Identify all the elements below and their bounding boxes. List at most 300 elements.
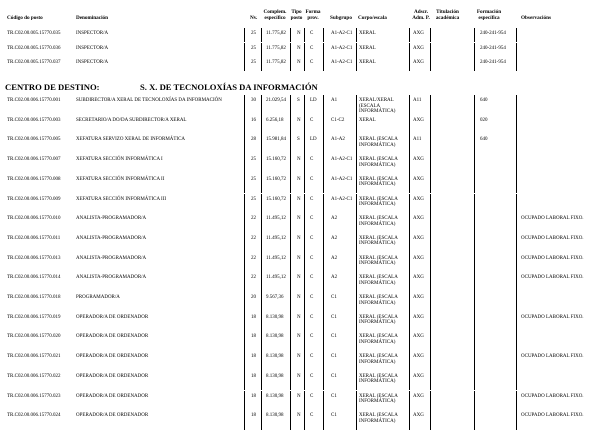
column-divider xyxy=(409,391,410,411)
cell-adscr: A11 xyxy=(413,98,422,103)
cell-codigo: TR.C02.00.005.15770.035 xyxy=(7,31,61,36)
column-divider xyxy=(323,115,324,135)
column-divider xyxy=(516,391,517,411)
cell-nivel: 18 xyxy=(251,413,256,419)
cell-denominacion: INSPECTOR/A xyxy=(76,31,109,36)
cell-denominacion: OPERADOR/A DE ORDENADOR xyxy=(76,354,149,360)
cell-tipo: N xyxy=(297,60,301,65)
column-divider xyxy=(516,174,517,194)
column-divider xyxy=(290,115,291,135)
cell-corpo: XERAL (ESCALA INFORMÁTICA) xyxy=(359,216,398,227)
cell-formacion: 240-241-954 xyxy=(480,60,506,65)
column-divider xyxy=(304,292,305,312)
cell-forma: C xyxy=(310,413,314,419)
cell-denominacion: XEFATURA SECCIÓN INFORMÁTICA II xyxy=(76,176,165,182)
column-divider xyxy=(474,43,475,57)
cell-subgrupo: C1-C2 xyxy=(331,117,345,123)
column-divider xyxy=(516,410,517,430)
column-divider xyxy=(261,28,262,42)
column-divider xyxy=(430,253,431,273)
column-divider xyxy=(356,213,357,233)
column-divider xyxy=(290,292,291,312)
cell-codigo: TR.C02.00.006.15770.019 xyxy=(7,314,61,320)
column-divider xyxy=(290,233,291,253)
cell-tipo: N xyxy=(297,255,301,261)
cell-tipo: N xyxy=(297,413,301,419)
column-divider xyxy=(290,57,291,71)
column-divider xyxy=(261,43,262,57)
cell-nivel: 25 xyxy=(251,45,256,51)
cell-adscr: AXG xyxy=(413,216,424,222)
column-divider xyxy=(323,312,324,332)
cell-complemento: 15.160,72 xyxy=(266,176,286,182)
column-divider xyxy=(304,28,305,42)
table-row xyxy=(0,216,615,236)
column-divider xyxy=(474,213,475,233)
column-divider xyxy=(430,233,431,253)
column-divider xyxy=(356,28,357,42)
column-divider xyxy=(304,43,305,57)
column-divider xyxy=(304,312,305,332)
column-divider xyxy=(356,292,357,312)
column-divider xyxy=(474,115,475,135)
cell-forma: C xyxy=(310,196,314,202)
cell-subgrupo: C1 xyxy=(331,354,337,360)
column-divider xyxy=(430,174,431,194)
column-divider xyxy=(356,43,357,57)
cell-codigo: TR.C02.00.005.15770.036 xyxy=(7,45,61,51)
cell-forma: C xyxy=(310,354,314,360)
column-divider xyxy=(290,154,291,174)
column-divider xyxy=(409,57,410,71)
column-divider xyxy=(261,253,262,273)
cell-corpo: XERAL (ESCALA INFORMÁTICA) xyxy=(359,314,398,326)
cell-denominacion: XEFATURA SERVIZO XERAL DE INFORMÁTICA xyxy=(76,137,186,143)
cell-corpo: XERAL (ESCALA INFORMÁTICA) xyxy=(359,373,398,385)
cell-adscr: AXG xyxy=(413,334,424,340)
cell-complemento: 11.495,12 xyxy=(266,216,286,222)
cell-adscr: AXG xyxy=(413,314,424,320)
cell-denominacion: XEFATURA SECCIÓN INFORMÁTICA I xyxy=(76,157,163,163)
table-row xyxy=(0,46,615,60)
cell-subgrupo: A1 xyxy=(331,98,338,103)
column-divider xyxy=(261,410,262,430)
cell-forma: C xyxy=(310,45,314,51)
column-divider xyxy=(290,253,291,273)
column-divider xyxy=(304,410,305,430)
cell-corpo: XERAL xyxy=(359,60,376,65)
column-divider xyxy=(290,213,291,233)
cell-tipo: N xyxy=(297,235,301,241)
column-divider xyxy=(516,351,517,371)
cell-formacion: 240-241-954 xyxy=(480,45,506,51)
cell-forma: C xyxy=(310,314,314,320)
cell-formacion: 020 xyxy=(480,117,488,123)
column-divider xyxy=(244,28,245,42)
cell-corpo: XERAL (ESCALA INFORMÁTICA) xyxy=(359,275,398,286)
cell-corpo: XERAL (ESCALA INFORMÁTICA) xyxy=(359,235,398,247)
column-divider xyxy=(516,292,517,312)
column-divider xyxy=(474,154,475,174)
cell-denominacion: ANALISTA-PROGRAMADOR/A xyxy=(76,235,147,241)
cell-observacions: OCUPADO LABORAL FIXO. xyxy=(521,235,584,241)
column-divider xyxy=(304,371,305,391)
column-divider xyxy=(304,57,305,71)
column-divider xyxy=(430,272,431,292)
column-divider xyxy=(261,95,262,115)
cell-subgrupo: C1 xyxy=(331,334,337,340)
cell-adscr: AXG xyxy=(413,117,424,123)
cell-subgrupo: A2 xyxy=(331,216,338,222)
column-divider xyxy=(356,134,357,154)
cell-complemento: 21.029,54 xyxy=(266,98,286,103)
cell-denominacion: OPERADOR/A DE ORDENADOR xyxy=(76,373,149,379)
column-divider xyxy=(244,253,245,273)
column-divider xyxy=(409,253,410,273)
column-divider xyxy=(430,194,431,214)
column-divider xyxy=(304,331,305,351)
cell-tipo: N xyxy=(297,314,301,320)
cell-codigo: TR.C02.00.006.15770.024 xyxy=(7,413,61,419)
cell-tipo: N xyxy=(297,117,301,123)
column-divider xyxy=(244,43,245,57)
table-row xyxy=(0,334,615,354)
column-divider xyxy=(244,272,245,292)
column-divider xyxy=(244,233,245,253)
header-nivel: Nv. xyxy=(250,15,258,21)
column-divider xyxy=(430,134,431,154)
column-divider xyxy=(323,154,324,174)
table-row xyxy=(0,137,615,157)
cell-codigo: TR.C02.00.006.15770.010 xyxy=(7,216,61,222)
column-divider xyxy=(304,272,305,292)
cell-complemento: 8.130,98 xyxy=(266,354,284,360)
cell-adscr: AXG xyxy=(413,255,424,261)
cell-subgrupo: A1-A2-C1 xyxy=(331,176,353,182)
column-divider xyxy=(290,371,291,391)
column-divider xyxy=(356,154,357,174)
column-divider xyxy=(244,292,245,312)
cell-forma: C xyxy=(310,60,314,65)
cell-nivel: 18 xyxy=(251,373,256,379)
column-divider xyxy=(323,253,324,273)
column-divider xyxy=(356,272,357,292)
column-divider xyxy=(409,95,410,115)
column-divider xyxy=(323,391,324,411)
cell-tipo: S xyxy=(297,98,300,103)
cell-denominacion: INSPECTOR/A xyxy=(76,45,109,51)
cell-denominacion: ANALISTA-PROGRAMADOR/A xyxy=(76,255,147,261)
column-divider xyxy=(261,272,262,292)
column-divider xyxy=(409,194,410,214)
cell-formacion: 640 xyxy=(480,137,488,143)
cell-nivel: 18 xyxy=(251,354,256,360)
cell-denominacion: OPERADOR/A DE ORDENADOR xyxy=(76,413,149,419)
cell-complemento: 9.567,36 xyxy=(266,295,284,300)
column-divider xyxy=(290,351,291,371)
cell-subgrupo: A1-A2-C1 xyxy=(331,196,353,202)
cell-codigo: TR.C02.00.006.15770.008 xyxy=(7,176,61,182)
cell-complemento: 11.495,12 xyxy=(266,255,286,261)
cell-nivel: 22 xyxy=(251,255,256,261)
column-divider xyxy=(474,134,475,154)
cell-adscr: AXG xyxy=(413,373,424,379)
column-divider xyxy=(304,174,305,194)
column-divider xyxy=(409,410,410,430)
section-name: S. X. DE TECNOLOXÍAS DA INFORMACIÓN xyxy=(140,82,318,92)
cell-codigo: TR.C02.00.006.15770.014 xyxy=(7,275,61,281)
header-subgrupo: Subgrupo xyxy=(330,15,352,21)
column-divider xyxy=(244,194,245,214)
column-divider xyxy=(323,57,324,71)
cell-complemento: 11.775,82 xyxy=(266,60,286,65)
table-row xyxy=(0,295,615,315)
column-divider xyxy=(244,371,245,391)
column-divider xyxy=(323,174,324,194)
column-divider xyxy=(430,115,431,135)
cell-corpo: XERAL xyxy=(359,45,376,51)
column-divider xyxy=(430,95,431,115)
cell-tipo: S xyxy=(297,137,300,143)
cell-adscr: AXG xyxy=(413,45,424,51)
column-divider xyxy=(430,213,431,233)
column-divider xyxy=(409,331,410,351)
column-divider xyxy=(323,351,324,371)
column-divider xyxy=(261,351,262,371)
column-divider xyxy=(261,194,262,214)
cell-codigo: TR.C02.00.006.15770.013 xyxy=(7,255,61,261)
column-divider xyxy=(261,331,262,351)
cell-adscr: AXG xyxy=(413,176,424,182)
column-divider xyxy=(356,115,357,135)
header-adscr: Adscr. Adm. P. xyxy=(412,9,430,21)
cell-codigo: TR.C02.00.006.15770.009 xyxy=(7,196,61,202)
cell-codigo: TR.C02.00.006.15770.003 xyxy=(7,117,61,123)
cell-corpo: XERAL (ESCALA INFORMÁTICA) xyxy=(359,354,398,365)
cell-corpo: XERAL/XERAL (ESCALA INFORMÁTICA) xyxy=(359,98,396,115)
column-divider xyxy=(474,233,475,253)
column-divider xyxy=(261,391,262,411)
cell-formacion: 240-241-954 xyxy=(480,31,506,36)
cell-tipo: N xyxy=(297,334,301,340)
cell-forma: C xyxy=(310,235,314,241)
column-divider xyxy=(516,95,517,115)
column-divider xyxy=(474,292,475,312)
cell-complemento: 11.495,12 xyxy=(266,235,286,241)
column-divider xyxy=(430,292,431,312)
cell-codigo: TR.C02.00.006.15770.005 xyxy=(7,137,61,143)
table-row xyxy=(0,236,615,256)
column-divider xyxy=(430,28,431,42)
column-divider xyxy=(356,331,357,351)
cell-complemento: 15.160,72 xyxy=(266,157,286,163)
column-divider xyxy=(356,57,357,71)
column-divider xyxy=(261,233,262,253)
cell-forma: C xyxy=(310,176,314,182)
column-divider xyxy=(516,134,517,154)
column-divider xyxy=(516,371,517,391)
cell-nivel: 25 xyxy=(251,176,256,182)
column-divider xyxy=(304,213,305,233)
column-divider xyxy=(356,174,357,194)
cell-forma: C xyxy=(310,295,314,300)
cell-corpo: XERAL xyxy=(359,117,376,123)
cell-observacions: OCUPADO LABORAL FIXO. xyxy=(521,413,584,419)
cell-denominacion: PROGRAMADOR/A xyxy=(76,295,120,300)
table-row xyxy=(0,177,615,197)
cell-complemento: 8.130,98 xyxy=(266,393,284,399)
column-divider xyxy=(244,134,245,154)
table-row xyxy=(0,256,615,276)
column-divider xyxy=(409,233,410,253)
column-divider xyxy=(516,253,517,273)
column-divider xyxy=(323,292,324,312)
column-divider xyxy=(261,57,262,71)
cell-observacions: OCUPADO LABORAL FIXO. xyxy=(521,314,584,320)
column-divider xyxy=(244,174,245,194)
column-divider xyxy=(244,95,245,115)
cell-codigo: TR.C02.00.006.15770.023 xyxy=(7,393,61,399)
column-divider xyxy=(323,43,324,57)
cell-codigo: TR.C02.00.006.15770.021 xyxy=(7,354,61,360)
column-divider xyxy=(430,371,431,391)
column-divider xyxy=(516,233,517,253)
cell-subgrupo: A1-A2-C1 xyxy=(331,31,353,36)
cell-forma: C xyxy=(310,275,314,281)
cell-observacions: OCUPADO LABORAL FIXO. xyxy=(521,275,584,281)
cell-subgrupo: A1-A2-C1 xyxy=(331,60,353,65)
cell-denominacion: OPERADOR/A DE ORDENADOR xyxy=(76,334,149,340)
header-codigo: Código do posto xyxy=(7,15,43,21)
column-divider xyxy=(516,115,517,135)
column-divider xyxy=(290,174,291,194)
column-divider xyxy=(323,194,324,214)
cell-corpo: XERAL (ESCALA INFORMÁTICA) xyxy=(359,137,398,148)
header-titulacion: Titulación académica xyxy=(435,9,460,21)
cell-denominacion: SECRETARIO/A DO/DA SUBDIRECTOR/A XERAL xyxy=(76,117,187,123)
cell-subgrupo: A1-A2-C1 xyxy=(331,45,353,51)
header-tipo: Tipo posto xyxy=(290,9,303,21)
column-divider xyxy=(244,391,245,411)
cell-codigo: TR.C02.00.006.15770.011 xyxy=(7,235,61,241)
column-divider xyxy=(474,194,475,214)
cell-complemento: 8.130,98 xyxy=(266,314,284,320)
column-divider xyxy=(244,115,245,135)
cell-codigo: TR.C02.00.005.15770.037 xyxy=(7,60,61,65)
column-divider xyxy=(304,115,305,135)
column-divider xyxy=(356,233,357,253)
cell-nivel: 22 xyxy=(251,275,256,281)
column-divider xyxy=(516,194,517,214)
column-divider xyxy=(516,154,517,174)
column-divider xyxy=(474,272,475,292)
column-divider xyxy=(323,28,324,42)
cell-observacions: OCUPADO LABORAL FIXO. xyxy=(521,255,584,261)
column-divider xyxy=(290,28,291,42)
cell-subgrupo: C1 xyxy=(331,393,337,399)
cell-forma: C xyxy=(310,255,314,261)
column-divider xyxy=(290,272,291,292)
cell-denominacion: XEFATURA SECCIÓN INFORMÁTICA III xyxy=(76,196,167,202)
column-divider xyxy=(261,154,262,174)
cell-corpo: XERAL (ESCALA INFORMÁTICA) xyxy=(359,413,398,424)
cell-adscr: AXG xyxy=(413,196,424,202)
header-observacions: Observacións xyxy=(521,15,551,21)
column-divider xyxy=(290,312,291,332)
column-divider xyxy=(409,174,410,194)
column-divider xyxy=(430,57,431,71)
column-divider xyxy=(474,57,475,71)
cell-observacions: OCUPADO LABORAL FIXO. xyxy=(521,216,584,222)
column-divider xyxy=(474,351,475,371)
cell-nivel: 18 xyxy=(251,314,256,320)
column-divider xyxy=(409,43,410,57)
column-divider xyxy=(474,331,475,351)
cell-complemento: 11.775,82 xyxy=(266,45,286,51)
column-divider xyxy=(244,57,245,71)
header-denominacion: Denominación xyxy=(76,15,108,21)
column-divider xyxy=(409,272,410,292)
cell-subgrupo: A1-A2 xyxy=(331,137,345,143)
table-row xyxy=(0,118,615,138)
cell-adscr: AXG xyxy=(413,393,424,399)
cell-tipo: N xyxy=(297,373,301,379)
column-divider xyxy=(409,28,410,42)
table-row xyxy=(0,60,615,74)
cell-nivel: 25 xyxy=(251,157,256,163)
cell-denominacion: ANALISTA-PROGRAMADOR/A xyxy=(76,216,147,222)
column-divider xyxy=(409,292,410,312)
header-formacion: Formación específica xyxy=(476,9,502,21)
cell-forma: C xyxy=(310,31,314,36)
column-divider xyxy=(323,134,324,154)
column-divider xyxy=(430,43,431,57)
cell-tipo: N xyxy=(297,393,301,399)
cell-forma: C xyxy=(310,393,314,399)
column-divider xyxy=(409,213,410,233)
cell-nivel: 25 xyxy=(251,60,256,65)
cell-tipo: N xyxy=(297,157,301,163)
column-divider xyxy=(474,28,475,42)
column-divider xyxy=(244,351,245,371)
cell-observacions: OCUPADO LABORAL FIXO. xyxy=(521,354,584,360)
cell-tipo: N xyxy=(297,45,301,51)
cell-forma: C xyxy=(310,117,314,123)
cell-nivel: 18 xyxy=(251,334,256,340)
cell-corpo: XERAL xyxy=(359,31,376,36)
column-divider xyxy=(323,95,324,115)
header-corpo: Corpo/escala xyxy=(358,15,387,21)
column-divider xyxy=(516,331,517,351)
cell-corpo: XERAL (ESCALA INFORMÁTICA) xyxy=(359,393,398,405)
table-row xyxy=(0,354,615,374)
column-divider xyxy=(409,312,410,332)
cell-tipo: N xyxy=(297,275,301,281)
cell-formacion: 640 xyxy=(480,98,488,103)
table-row xyxy=(0,197,615,217)
column-divider xyxy=(261,371,262,391)
header-complemento: Complem. específico xyxy=(263,9,287,21)
column-divider xyxy=(304,95,305,115)
cell-corpo: XERAL (ESCALA INFORMÁTICA) xyxy=(359,334,398,345)
cell-codigo: TR.C02.00.006.15770.022 xyxy=(7,373,61,379)
table-row xyxy=(0,98,615,118)
cell-codigo: TR.C02.00.006.15770.018 xyxy=(7,295,61,300)
column-divider xyxy=(304,194,305,214)
column-divider xyxy=(516,57,517,71)
column-divider xyxy=(261,312,262,332)
column-divider xyxy=(290,134,291,154)
